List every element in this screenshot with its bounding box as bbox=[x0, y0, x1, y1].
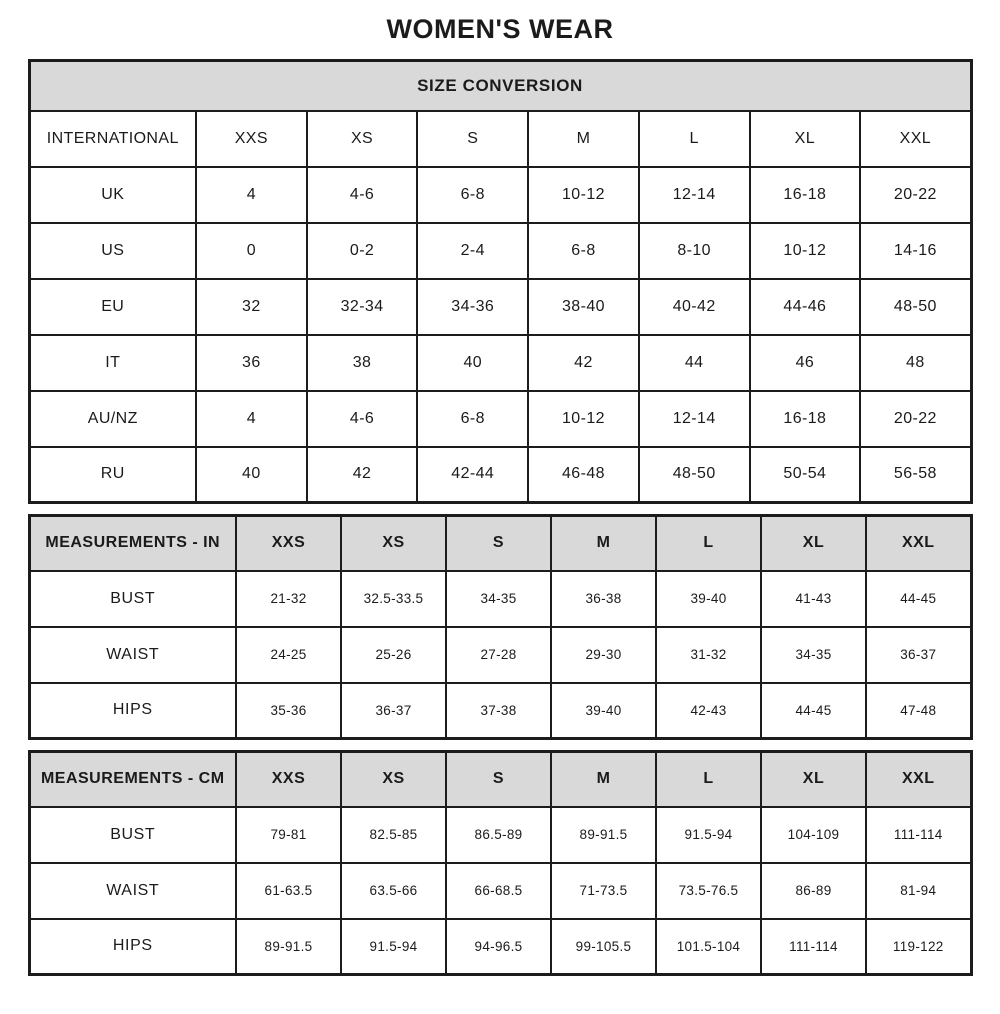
measure-value: 41-43 bbox=[761, 571, 866, 627]
table-row bbox=[29, 167, 971, 223]
size-value: 14-16 bbox=[860, 223, 971, 279]
size-value: 32-34 bbox=[307, 279, 418, 335]
measure-value: 47-48 bbox=[866, 683, 971, 739]
size-value: 38 bbox=[307, 335, 418, 391]
column-header-size: L bbox=[656, 752, 761, 807]
measure-value: 63.5-66 bbox=[341, 863, 446, 919]
measure-value: 44-45 bbox=[761, 683, 866, 739]
table-row bbox=[29, 807, 971, 863]
size-value: 4-6 bbox=[307, 391, 418, 447]
size-value: 48-50 bbox=[860, 279, 971, 335]
measure-value: 71-73.5 bbox=[551, 863, 656, 919]
column-header-size: XXL bbox=[866, 516, 971, 571]
size-value: 12-14 bbox=[639, 391, 750, 447]
header-row bbox=[29, 516, 971, 571]
measure-value: 104-109 bbox=[761, 807, 866, 863]
column-header-size: XL bbox=[750, 111, 861, 167]
column-header-size: L bbox=[639, 111, 750, 167]
measure-value: 111-114 bbox=[761, 919, 866, 975]
size-value: 36 bbox=[196, 335, 307, 391]
size-value: 20-22 bbox=[860, 391, 971, 447]
row-label: AU/NZ bbox=[29, 391, 196, 447]
size-value: 4-6 bbox=[307, 167, 418, 223]
measure-value: 89-91.5 bbox=[551, 807, 656, 863]
row-label: BUST bbox=[29, 571, 236, 627]
size-value: 56-58 bbox=[860, 447, 971, 503]
measurements-in-table bbox=[28, 514, 973, 740]
size-value: 46 bbox=[750, 335, 861, 391]
column-header-size: XXL bbox=[860, 111, 971, 167]
column-header-size: XL bbox=[761, 752, 866, 807]
measure-value: 36-38 bbox=[551, 571, 656, 627]
measure-value: 86-89 bbox=[761, 863, 866, 919]
measure-value: 32.5-33.5 bbox=[341, 571, 446, 627]
table-row bbox=[29, 571, 971, 627]
measure-value: 79-81 bbox=[236, 807, 341, 863]
column-header-size: L bbox=[656, 516, 761, 571]
column-header-size: XXS bbox=[236, 752, 341, 807]
measure-value: 66-68.5 bbox=[446, 863, 551, 919]
column-header-size: XL bbox=[761, 516, 866, 571]
table-row bbox=[29, 447, 971, 503]
size-value: 4 bbox=[196, 391, 307, 447]
column-header-size: XXS bbox=[196, 111, 307, 167]
size-value: 50-54 bbox=[750, 447, 861, 503]
size-value: 40-42 bbox=[639, 279, 750, 335]
size-value: 10-12 bbox=[750, 223, 861, 279]
size-value: 42-44 bbox=[417, 447, 528, 503]
measure-value: 36-37 bbox=[866, 627, 971, 683]
measure-value: 81-94 bbox=[866, 863, 971, 919]
row-label: WAIST bbox=[29, 627, 236, 683]
measure-value: 27-28 bbox=[446, 627, 551, 683]
size-value: 44-46 bbox=[750, 279, 861, 335]
size-value: 46-48 bbox=[528, 447, 639, 503]
size-value: 44 bbox=[639, 335, 750, 391]
page-title: WOMEN'S WEAR bbox=[386, 14, 614, 44]
size-value: 10-12 bbox=[528, 391, 639, 447]
row-label: EU bbox=[29, 279, 196, 335]
size-value: 48 bbox=[860, 335, 971, 391]
measure-value: 73.5-76.5 bbox=[656, 863, 761, 919]
measure-value: 29-30 bbox=[551, 627, 656, 683]
band-header-row bbox=[29, 61, 971, 111]
column-header-row bbox=[29, 111, 971, 167]
size-value: 42 bbox=[528, 335, 639, 391]
measure-value: 37-38 bbox=[446, 683, 551, 739]
measure-value: 36-37 bbox=[341, 683, 446, 739]
table-row bbox=[29, 279, 971, 335]
table-row bbox=[29, 335, 971, 391]
row-label: BUST bbox=[29, 807, 236, 863]
row-label: WAIST bbox=[29, 863, 236, 919]
measurements-cm-table bbox=[28, 750, 973, 976]
measure-value: 86.5-89 bbox=[446, 807, 551, 863]
measure-value: 89-91.5 bbox=[236, 919, 341, 975]
measure-value: 94-96.5 bbox=[446, 919, 551, 975]
size-value: 8-10 bbox=[639, 223, 750, 279]
table-row bbox=[29, 391, 971, 447]
measure-value: 61-63.5 bbox=[236, 863, 341, 919]
measure-value: 35-36 bbox=[236, 683, 341, 739]
row-label: UK bbox=[29, 167, 196, 223]
size-value: 42 bbox=[307, 447, 418, 503]
column-header-size: XS bbox=[307, 111, 418, 167]
size-conversion-body bbox=[29, 61, 971, 503]
measure-value: 119-122 bbox=[866, 919, 971, 975]
table-row bbox=[29, 863, 971, 919]
size-conversion-table bbox=[28, 59, 973, 504]
column-header-international: INTERNATIONAL bbox=[29, 111, 196, 167]
column-header-size: XXS bbox=[236, 516, 341, 571]
size-conversion-header: SIZE CONVERSION bbox=[29, 61, 971, 111]
measurements-in-body bbox=[29, 516, 971, 739]
measure-value: 91.5-94 bbox=[341, 919, 446, 975]
size-value: 48-50 bbox=[639, 447, 750, 503]
column-header-size: XXL bbox=[866, 752, 971, 807]
size-value: 16-18 bbox=[750, 391, 861, 447]
column-header-size: M bbox=[528, 111, 639, 167]
size-value: 0-2 bbox=[307, 223, 418, 279]
size-value: 40 bbox=[196, 447, 307, 503]
measure-value: 101.5-104 bbox=[656, 919, 761, 975]
measure-value: 39-40 bbox=[551, 683, 656, 739]
column-header-size: S bbox=[446, 752, 551, 807]
column-header-size: S bbox=[417, 111, 528, 167]
size-value: 2-4 bbox=[417, 223, 528, 279]
measure-value: 34-35 bbox=[446, 571, 551, 627]
measure-value: 34-35 bbox=[761, 627, 866, 683]
column-header-size: S bbox=[446, 516, 551, 571]
size-value: 10-12 bbox=[528, 167, 639, 223]
size-value: 6-8 bbox=[528, 223, 639, 279]
row-label: IT bbox=[29, 335, 196, 391]
measure-value: 91.5-94 bbox=[656, 807, 761, 863]
row-label: HIPS bbox=[29, 683, 236, 739]
measure-value: 21-32 bbox=[236, 571, 341, 627]
size-value: 0 bbox=[196, 223, 307, 279]
measure-value: 31-32 bbox=[656, 627, 761, 683]
measure-value: 44-45 bbox=[866, 571, 971, 627]
size-value: 4 bbox=[196, 167, 307, 223]
size-value: 34-36 bbox=[417, 279, 528, 335]
size-value: 20-22 bbox=[860, 167, 971, 223]
table-title: MEASUREMENTS - CM bbox=[29, 752, 236, 807]
measure-value: 42-43 bbox=[656, 683, 761, 739]
measurements-cm-body bbox=[29, 752, 971, 975]
table-row bbox=[29, 683, 971, 739]
measure-value: 82.5-85 bbox=[341, 807, 446, 863]
table-row bbox=[29, 627, 971, 683]
measure-value: 24-25 bbox=[236, 627, 341, 683]
column-header-size: XS bbox=[341, 516, 446, 571]
size-value: 32 bbox=[196, 279, 307, 335]
size-value: 38-40 bbox=[528, 279, 639, 335]
measure-value: 25-26 bbox=[341, 627, 446, 683]
row-label: RU bbox=[29, 447, 196, 503]
measure-value: 99-105.5 bbox=[551, 919, 656, 975]
row-label: HIPS bbox=[29, 919, 236, 975]
table-title: MEASUREMENTS - IN bbox=[29, 516, 236, 571]
row-label: US bbox=[29, 223, 196, 279]
size-value: 16-18 bbox=[750, 167, 861, 223]
size-value: 6-8 bbox=[417, 167, 528, 223]
column-header-size: XS bbox=[341, 752, 446, 807]
size-chart-page bbox=[28, 14, 973, 976]
column-header-size: M bbox=[551, 516, 656, 571]
size-value: 6-8 bbox=[417, 391, 528, 447]
measure-value: 111-114 bbox=[866, 807, 971, 863]
column-header-size: M bbox=[551, 752, 656, 807]
header-row bbox=[29, 752, 971, 807]
size-value: 40 bbox=[417, 335, 528, 391]
size-value: 12-14 bbox=[639, 167, 750, 223]
measure-value: 39-40 bbox=[656, 571, 761, 627]
table-row bbox=[29, 223, 971, 279]
table-row bbox=[29, 919, 971, 975]
